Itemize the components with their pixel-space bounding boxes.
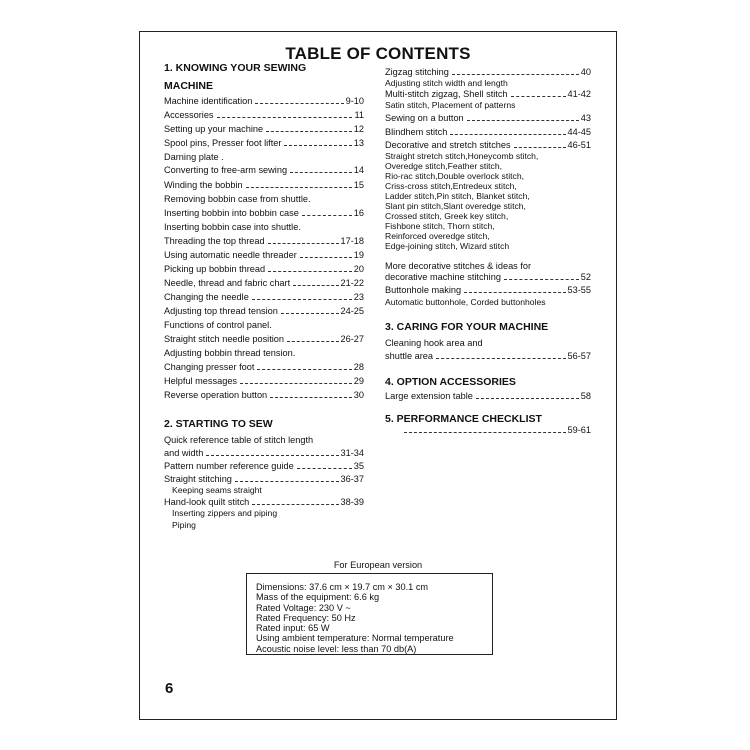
- toc-subentry: Keeping seams straight: [172, 485, 262, 495]
- toc-subentry: Satin stitch, Placement of patterns: [385, 100, 516, 110]
- toc-subentry: Rio-rac stitch,Double overlock stitch,: [385, 171, 524, 181]
- toc-subentry: Edge-joining stitch, Wizard stitch: [385, 241, 510, 251]
- toc-entry: and width 31-34: [164, 448, 364, 458]
- spec-line: Mass of the equipment: 6.6 kg: [256, 592, 380, 603]
- toc-entry: More decorative stitches & ideas for: [385, 261, 532, 271]
- toc-entry: Reverse operation button 30: [164, 390, 364, 400]
- toc-subentry: Slant pin stitch,Slant overedge stitch,: [385, 201, 526, 211]
- toc-subentry: Reinforced overedge stitch,: [385, 231, 490, 241]
- toc-subentry: Fishbone stitch, Thorn stitch,: [385, 221, 495, 231]
- spec-line: Rated input: 65 W: [256, 623, 330, 634]
- toc-subentry: Overedge stitch,Feather stitch,: [385, 161, 503, 171]
- toc-entry: Spool pins, Presser foot lifter 13: [164, 138, 364, 148]
- toc-entry: Adjusting top thread tension 24-25: [164, 306, 364, 316]
- page-title: TABLE OF CONTENTS: [285, 44, 471, 63]
- section-heading-performance: 5. PERFORMANCE CHECKLIST: [385, 413, 542, 425]
- spec-line: Rated Voltage: 230 V ~: [256, 602, 351, 613]
- toc-entry: Winding the bobbin 15: [164, 180, 364, 190]
- toc-entry: Changing presser foot 28: [164, 362, 364, 372]
- toc-entry: Decorative and stretch stitches 46-51: [385, 140, 591, 150]
- toc-entry: Multi-stitch zigzag, Shell stitch 41-42: [385, 89, 591, 99]
- toc-entry: Zigzag stitching 40: [385, 67, 591, 77]
- toc-entry: Cleaning hook area and: [385, 338, 483, 348]
- toc-entry: decorative machine stitching 52: [385, 272, 591, 282]
- toc-entry: Blindhem stitch 44-45: [385, 127, 591, 137]
- section-heading-starting: 2. STARTING TO SEW: [164, 418, 273, 430]
- toc-entry: Setting up your machine 12: [164, 124, 364, 134]
- section-heading-caring: 3. CARING FOR YOUR MACHINE: [385, 321, 549, 333]
- toc-entry: Removing bobbin case from shuttle.: [164, 194, 311, 204]
- toc-entry: Threading the top thread 17-18: [164, 236, 364, 246]
- toc-entry: Picking up bobbin thread 20: [164, 264, 364, 274]
- european-version-label: For European version: [333, 560, 423, 570]
- toc-entry: Adjusting bobbin thread tension.: [164, 348, 296, 358]
- toc-entry: Helpful messages 29: [164, 376, 364, 386]
- toc-entry: shuttle area 56-57: [385, 351, 591, 361]
- spec-line: Using ambient temperature: Normal temperature: [256, 633, 454, 644]
- toc-subentry: Crossed stitch, Greek key stitch,: [385, 211, 509, 221]
- toc-subentry: Automatic buttonhole, Corded buttonholes: [385, 297, 546, 307]
- section-heading-knowing-1: 1. KNOWING YOUR SEWING: [164, 62, 307, 74]
- page-number: 6: [165, 680, 174, 697]
- toc-entry: Hand-look quilt stitch 38-39: [164, 497, 364, 507]
- toc-subentry: Straight stretch stitch,Honeycomb stitch,: [385, 151, 539, 161]
- specifications-box: [246, 573, 493, 655]
- toc-entry: Straight stitch needle position 26-27: [164, 334, 364, 344]
- toc-entry: Changing the needle 23: [164, 292, 364, 302]
- toc-entry: Using automatic needle threader 19: [164, 250, 364, 260]
- toc-subentry: Piping: [172, 520, 196, 530]
- toc-entry: Straight stitching 36-37: [164, 474, 364, 484]
- toc-subentry: Inserting zippers and piping: [172, 508, 278, 518]
- toc-entry: Accessories 11: [164, 110, 364, 120]
- toc-entry: Sewing on a button 43: [385, 113, 591, 123]
- toc-subentry: Criss-cross stitch,Entredeux stitch,: [385, 181, 517, 191]
- spec-line: Rated Frequency: 50 Hz: [256, 612, 356, 623]
- toc-entry: Converting to free-arm sewing 14: [164, 165, 364, 175]
- toc-subentry: Ladder stitch,Pin stitch, Blanket stitch,: [385, 191, 530, 201]
- toc-entry: Functions of control panel.: [164, 320, 272, 330]
- toc-entry: Large extension table 58: [385, 391, 591, 401]
- toc-entry: Inserting bobbin case into shuttle.: [164, 222, 301, 232]
- toc-entry: 59-61: [385, 425, 591, 436]
- spec-line: Dimensions: 37.6 cm × 19.7 cm × 30.1 cm: [256, 582, 429, 592]
- section-heading-knowing-2: MACHINE: [164, 80, 213, 92]
- toc-entry: Machine identification 9-10: [164, 96, 364, 106]
- spec-line: Acoustic noise level: less than 70 db(A): [256, 643, 417, 654]
- toc-entry: Buttonhole making 53-55: [385, 285, 591, 295]
- toc-page: [139, 31, 617, 720]
- toc-entry: Needle, thread and fabric chart 21-22: [164, 278, 364, 288]
- toc-entry: Quick reference table of stitch length: [164, 435, 314, 445]
- toc-entry: Darning plate .: [164, 152, 224, 162]
- toc-subentry: Adjusting stitch width and length: [385, 78, 508, 88]
- section-heading-option: 4. OPTION ACCESSORIES: [385, 376, 516, 388]
- toc-entry: Pattern number reference guide 35: [164, 461, 364, 471]
- toc-entry: Inserting bobbin into bobbin case 16: [164, 208, 364, 218]
